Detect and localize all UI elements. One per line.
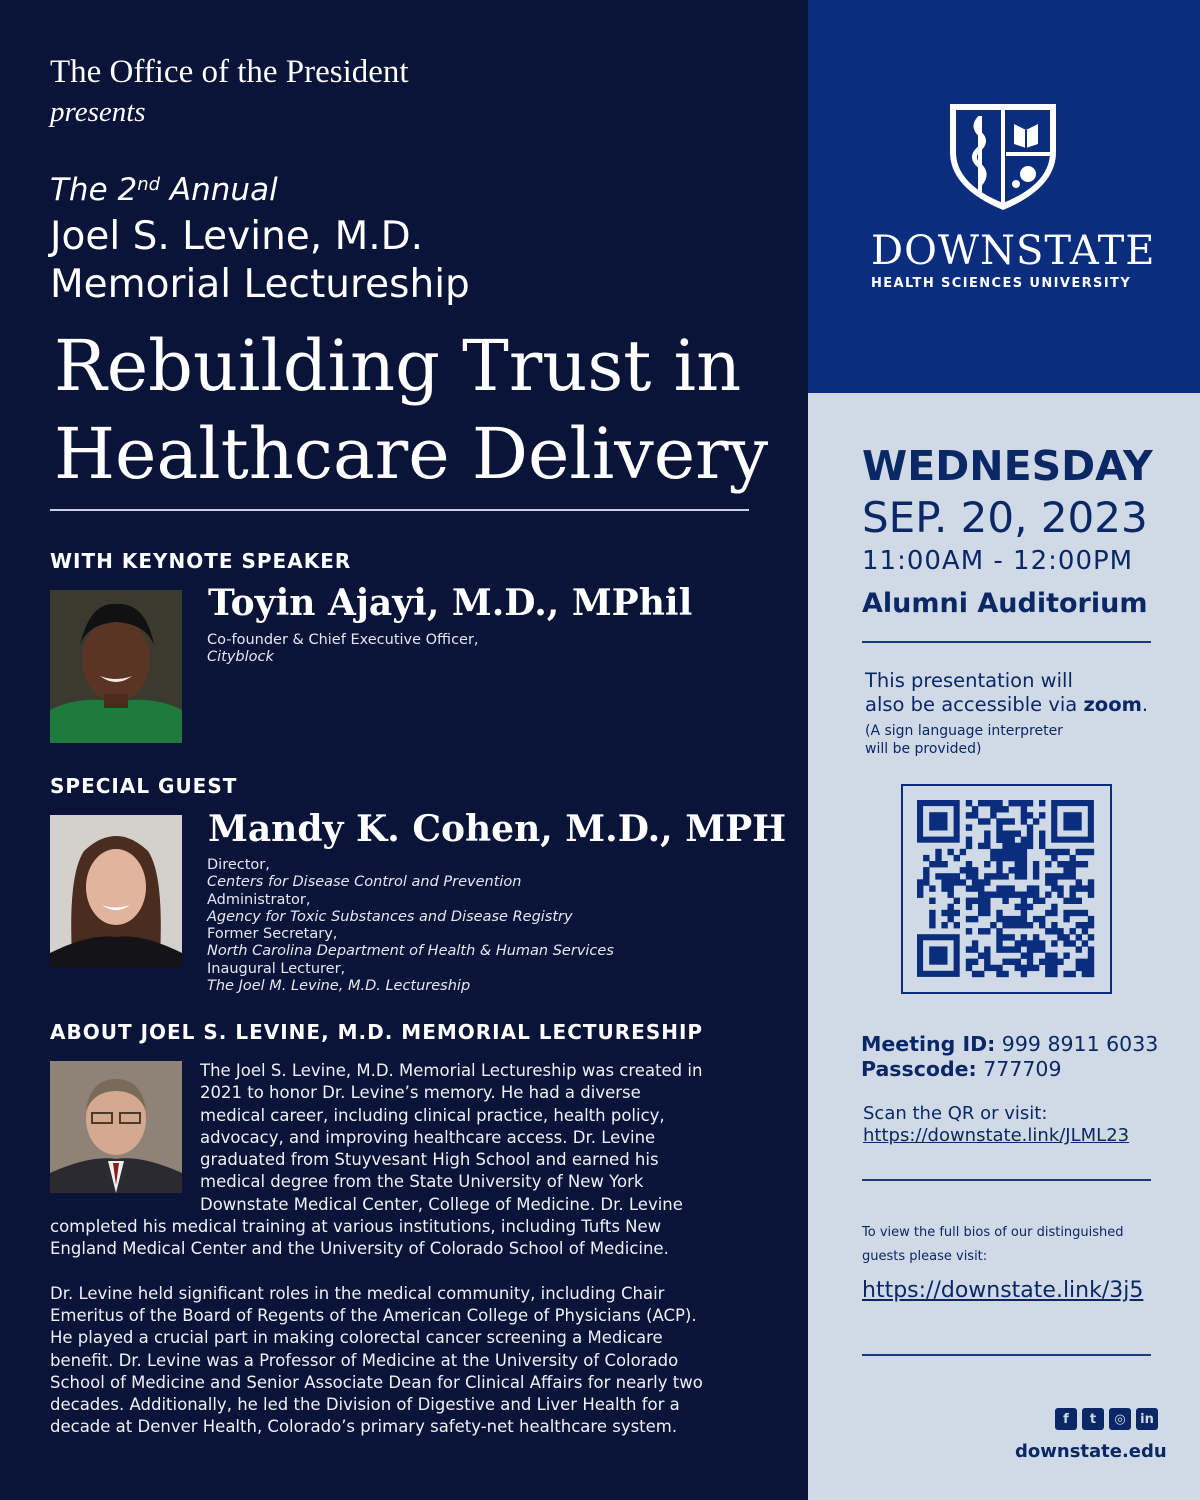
about-body: [50, 1060, 710, 1461]
keynote-speaker-role: Co-founder & Chief Executive Officer, Cityblock: [207, 632, 479, 666]
keynote-speaker-photo: [50, 590, 182, 743]
brand-name: DOWNSTATE: [871, 228, 1156, 274]
about-heading: ABOUT JOEL S. LEVINE, M.D. MEMORIAL LECTURESHIP: [50, 1020, 704, 1044]
event-venue: Alumni Auditorium: [862, 588, 1148, 619]
special-guest-heading: SPECIAL GUEST: [50, 774, 238, 798]
special-guest-roles: Director, Centers for Disease Control and Prevention Administrator, Agency for Toxic Substances and Disease Registry Former Secretary, North Carolina Department of Health & Human Services Inaugural Lecturer, The Joel M. Levine, M.D. Lectureship: [207, 857, 614, 995]
event-date: SEP. 20, 2023: [862, 493, 1148, 542]
scan-instructions: Scan the QR or visit: https://downstate.link/JLML23: [863, 1103, 1130, 1146]
facebook-icon[interactable]: f: [1055, 1408, 1077, 1430]
social-icons: [1055, 1408, 1158, 1430]
bios-link[interactable]: https://downstate.link/3j5: [862, 1278, 1144, 1303]
special-guest-name: Mandy K. Cohen, M.D., MPH: [208, 808, 787, 850]
qr-code[interactable]: [901, 784, 1112, 994]
divider: [862, 641, 1151, 643]
divider: [862, 1179, 1151, 1181]
divider: [862, 1354, 1151, 1356]
keynote-heading: WITH KEYNOTE SPEAKER: [50, 549, 352, 573]
website-link[interactable]: downstate.edu: [1015, 1441, 1167, 1462]
interpreter-note: (A sign language interpreter will be provided): [865, 723, 1063, 757]
annual-label: The 2nd Annual: [50, 172, 278, 208]
about-paragraph-2: Dr. Levine held significant roles in the medical community, including Chair Emeritus of the Board of Regents of the American College of Physicians (ACP). He played a crucial part in making colorectal cancer screening a Medicare benefit. Dr. Levine was a Professor of Medicine at the University of Colorado School of Medicine and Senior Associate Dean for Clinical Affairs for nearly two decades. Additionally, he led the Division of Digestive and Liver Health for a decade at Denver Health, Colorado’s primary safety-net healthcare system.: [50, 1283, 703, 1437]
zoom-link[interactable]: https://downstate.link/JLML23: [863, 1125, 1130, 1146]
twitter-icon[interactable]: t: [1082, 1408, 1104, 1430]
keynote-speaker-name: Toyin Ajayi, M.D., MPhil: [208, 582, 693, 624]
downstate-shield-logo: [870, 100, 1136, 219]
zoom-access-text: This presentation will also be accessible via zoom.: [865, 669, 1149, 716]
bios-text: To view the full bios of our distinguished guests please visit:: [862, 1225, 1124, 1264]
special-guest-photo: [50, 815, 182, 968]
event-time: 11:00AM - 12:00PM: [862, 546, 1134, 576]
brand-subtitle: HEALTH SCIENCES UNIVERSITY: [871, 276, 1132, 291]
linkedin-icon[interactable]: in: [1136, 1408, 1158, 1430]
instagram-icon[interactable]: ◎: [1109, 1408, 1131, 1430]
event-day: WEDNESDAY: [862, 442, 1153, 490]
lectureship-name-line1: Joel S. Levine, M.D.: [50, 214, 424, 259]
zoom-meeting-info: Meeting ID: 999 8911 6033 Passcode: 777709: [861, 1032, 1159, 1081]
lectureship-name-line2: Memorial Lectureship: [50, 262, 470, 307]
about-paragraph-1: The Joel S. Levine, M.D. Memorial Lectureship was created in 2021 to honor Dr. Levine’s memory. He had a diverse medical career, including clinical practice, health policy, advocacy, and improving healthcare access. Dr. Levine graduated from Stuyvesant High School and earned his medical degree from the State University of New York Downstate Medical Center, College of Medicine. Dr. Levine completed his medical training at various institutions, including Tufts New England Medical Center and the University of Colorado School of Medicine.: [50, 1061, 703, 1259]
presenter-office: The Office of the President: [50, 54, 409, 90]
title-divider: [50, 509, 749, 511]
lecture-title: Rebuilding Trust in Healthcare Delivery: [54, 325, 769, 495]
presents-text: presents: [50, 96, 146, 128]
